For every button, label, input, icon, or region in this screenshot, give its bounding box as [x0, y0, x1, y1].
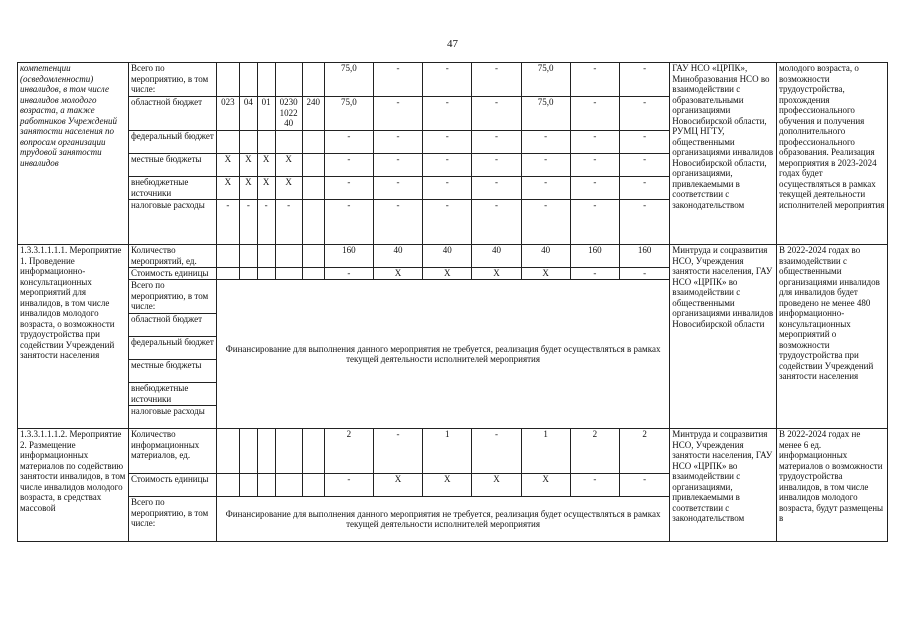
- value-cell: -: [570, 154, 619, 177]
- page-number: 47: [447, 38, 458, 50]
- budget-code: -: [239, 200, 257, 245]
- value-cell: X: [373, 268, 422, 280]
- budget-code: X: [239, 154, 257, 177]
- value-cell: -: [324, 131, 373, 154]
- budget-code: [257, 131, 275, 154]
- budget-code: [302, 154, 324, 177]
- budget-code: 01: [257, 97, 275, 131]
- budget-code: [275, 63, 302, 97]
- value-cell: -: [521, 200, 570, 245]
- budget-code: [257, 63, 275, 97]
- value-cell: -: [619, 63, 669, 97]
- row-label: Количество информационных материалов, ед.: [128, 429, 216, 474]
- budget-code: [275, 429, 302, 474]
- budget-code: [239, 429, 257, 474]
- value-cell: 160: [570, 245, 619, 268]
- value-cell: 2: [570, 429, 619, 474]
- row-label: налоговые расходы: [128, 406, 216, 429]
- value-cell: -: [521, 131, 570, 154]
- row-label: местные бюджеты: [128, 360, 216, 383]
- row-label: Стоимость единицы: [128, 474, 216, 497]
- budget-code: [275, 245, 302, 268]
- value-cell: X: [472, 268, 521, 280]
- budget-code: -: [275, 200, 302, 245]
- activity-name: 1.3.3.1.1.1.1. Мероприятие 1. Проведение информационно-консультационных мероприятий для инвалидов, в том числе инвалидов молодого возраста, о возможности трудоустройства при содействии Учреждений занятости населения: [18, 245, 129, 429]
- budget-code: [239, 474, 257, 497]
- budget-code: [275, 131, 302, 154]
- value-cell: -: [570, 97, 619, 131]
- value-cell: -: [570, 63, 619, 97]
- value-cell: -: [324, 200, 373, 245]
- performer: ГАУ НСО «ЦРПК», Минобразования НСО во взаимодействии с образовательными организациями Новосибирской области, РУМЦ НГТУ, общественными организациями инвалидов Новосибирской области, организациями, привлекаемыми в соответствии с законодательством: [670, 63, 777, 245]
- value-cell: -: [619, 97, 669, 131]
- value-cell: -: [619, 200, 669, 245]
- value-cell: -: [423, 63, 472, 97]
- budget-code: [275, 268, 302, 280]
- value-cell: -: [373, 429, 422, 474]
- row-label: налоговые расходы: [128, 200, 216, 245]
- budget-code: 240: [302, 97, 324, 131]
- value-cell: -: [619, 177, 669, 200]
- value-cell: -: [423, 131, 472, 154]
- row-label: федеральный бюджет: [128, 337, 216, 360]
- value-cell: -: [570, 131, 619, 154]
- value-cell: 75,0: [324, 63, 373, 97]
- value-cell: -: [619, 268, 669, 280]
- value-cell: -: [373, 97, 422, 131]
- value-cell: X: [423, 474, 472, 497]
- row-label: внебюджетные источники: [128, 177, 216, 200]
- table-row: [18, 245, 888, 268]
- value-cell: 40: [472, 245, 521, 268]
- value-cell: -: [521, 177, 570, 200]
- value-cell: -: [373, 177, 422, 200]
- value-cell: -: [472, 200, 521, 245]
- budget-code: [302, 474, 324, 497]
- budget-code: [216, 429, 239, 474]
- budget-code: [257, 245, 275, 268]
- table-row: [18, 429, 888, 474]
- row-label: внебюджетные источники: [128, 383, 216, 406]
- value-cell: X: [373, 474, 422, 497]
- value-cell: 40: [373, 245, 422, 268]
- budget-code: X: [216, 154, 239, 177]
- value-cell: X: [472, 474, 521, 497]
- value-cell: -: [570, 200, 619, 245]
- value-cell: X: [521, 268, 570, 280]
- budget-code: X: [257, 154, 275, 177]
- value-cell: 75,0: [324, 97, 373, 131]
- budget-code: -: [216, 200, 239, 245]
- value-cell: -: [324, 474, 373, 497]
- budget-code: 04: [239, 97, 257, 131]
- value-cell: X: [521, 474, 570, 497]
- value-cell: -: [472, 177, 521, 200]
- financing-note: Финансирование для выполнения данного мероприятия не требуется, реализация будет осуществляться в рамках текущей деятельности исполнителей мероприятия: [216, 497, 669, 542]
- budget-code: [216, 268, 239, 280]
- table-row: [18, 63, 888, 97]
- budget-code: [239, 245, 257, 268]
- row-label: Количество мероприятий, ед.: [128, 245, 216, 268]
- budget-code: X: [275, 177, 302, 200]
- budget-code: [302, 200, 324, 245]
- performer: Минтруда и соцразвития НСО, Учреждения занятости населения, ГАУ НСО «ЦРПК» во взаимодействии с общественными организациями инвалидов Новосибирской области: [670, 245, 777, 429]
- value-cell: -: [570, 474, 619, 497]
- budget-code: X: [216, 177, 239, 200]
- value-cell: -: [423, 154, 472, 177]
- program-table: [17, 62, 888, 542]
- expected-result: В 2022-2024 годах не менее 6 ед. информационных материалов о возможности трудоустройства инвалидов, в том числе инвалидов молодого возраста, будут размещены в: [776, 429, 887, 542]
- value-cell: 40: [521, 245, 570, 268]
- row-label: местные бюджеты: [128, 154, 216, 177]
- value-cell: 75,0: [521, 63, 570, 97]
- value-cell: -: [472, 429, 521, 474]
- value-cell: -: [373, 200, 422, 245]
- row-label: федеральный бюджет: [128, 131, 216, 154]
- budget-code: [216, 245, 239, 268]
- performer: Минтруда и соцразвития НСО, Учреждения занятости населения, ГАУ НСО «ЦРПК» во взаимодействии с организациями, привлекаемыми в соответствии с законодательством: [670, 429, 777, 542]
- value-cell: -: [472, 154, 521, 177]
- value-cell: 2: [324, 429, 373, 474]
- value-cell: -: [570, 268, 619, 280]
- budget-code: 023: [216, 97, 239, 131]
- budget-code: [216, 131, 239, 154]
- value-cell: 1: [423, 429, 472, 474]
- expected-result: В 2022-2024 годах во взаимодействии с общественными организациями инвалидов для инвалидов будет проведено не менее 480 информационно-консультационных мероприятий о возможности трудоустройства при содействии Учреждений занятости населения: [776, 245, 887, 429]
- row-label: Всего по мероприятию, в том числе:: [128, 280, 216, 314]
- value-cell: -: [472, 131, 521, 154]
- value-cell: -: [423, 200, 472, 245]
- row-label: Всего по мероприятию, в том числе:: [128, 63, 216, 97]
- budget-code: [275, 474, 302, 497]
- budget-code: X: [257, 177, 275, 200]
- value-cell: 160: [619, 245, 669, 268]
- budget-code: [257, 474, 275, 497]
- row-label: Всего по мероприятию, в том числе:: [128, 497, 216, 542]
- value-cell: -: [373, 63, 422, 97]
- value-cell: -: [472, 97, 521, 131]
- value-cell: -: [324, 268, 373, 280]
- value-cell: -: [423, 177, 472, 200]
- budget-code: [257, 429, 275, 474]
- value-cell: -: [619, 154, 669, 177]
- row-label: Стоимость единицы: [128, 268, 216, 280]
- budget-code: [257, 268, 275, 280]
- expected-result: молодого возраста, о возможности трудоустройства, прохождения профессионального обучения и получения дополнительного профессионального образования. Реализация мероприятия в 2023-2024 годах будет осуществляться в рамках текущей деятельности исполнителей мероприятия: [776, 63, 887, 245]
- value-cell: -: [619, 474, 669, 497]
- budget-code: [216, 474, 239, 497]
- budget-code: [302, 177, 324, 200]
- budget-code: [302, 245, 324, 268]
- value-cell: 2: [619, 429, 669, 474]
- value-cell: 75,0: [521, 97, 570, 131]
- budget-code: X: [239, 177, 257, 200]
- budget-code: [216, 63, 239, 97]
- value-cell: -: [619, 131, 669, 154]
- value-cell: -: [521, 154, 570, 177]
- budget-code: [239, 268, 257, 280]
- activity-name: 1.3.3.1.1.1.2. Мероприятие 2. Размещение информационных материалов по содействию занятости инвалидов, в том числе инвалидов молодого возраста, в средствах массовой: [18, 429, 129, 542]
- value-cell: -: [324, 177, 373, 200]
- budget-code: [302, 131, 324, 154]
- value-cell: -: [570, 177, 619, 200]
- value-cell: -: [373, 131, 422, 154]
- budget-code: [239, 63, 257, 97]
- budget-code: [302, 429, 324, 474]
- activity-name: компетенции (осведомленности) инвалидов, в том числе инвалидов молодого возраста, а также работников Учреждений занятости населения по вопросам организации трудовой занятости инвалидов: [18, 63, 129, 245]
- budget-code: X: [275, 154, 302, 177]
- value-cell: -: [472, 63, 521, 97]
- budget-code: [302, 268, 324, 280]
- value-cell: 1: [521, 429, 570, 474]
- financing-note: Финансирование для выполнения данного мероприятия не требуется, реализация будет осуществляться в рамках текущей деятельности исполнителей мероприятия: [216, 280, 669, 429]
- value-cell: -: [324, 154, 373, 177]
- value-cell: 160: [324, 245, 373, 268]
- value-cell: X: [423, 268, 472, 280]
- budget-code: -: [257, 200, 275, 245]
- value-cell: -: [373, 154, 422, 177]
- value-cell: -: [423, 97, 472, 131]
- budget-code: [239, 131, 257, 154]
- budget-code: [302, 63, 324, 97]
- row-label: областной бюджет: [128, 97, 216, 131]
- row-label: областной бюджет: [128, 314, 216, 337]
- budget-code: 0230 1022 40: [275, 97, 302, 131]
- value-cell: 40: [423, 245, 472, 268]
